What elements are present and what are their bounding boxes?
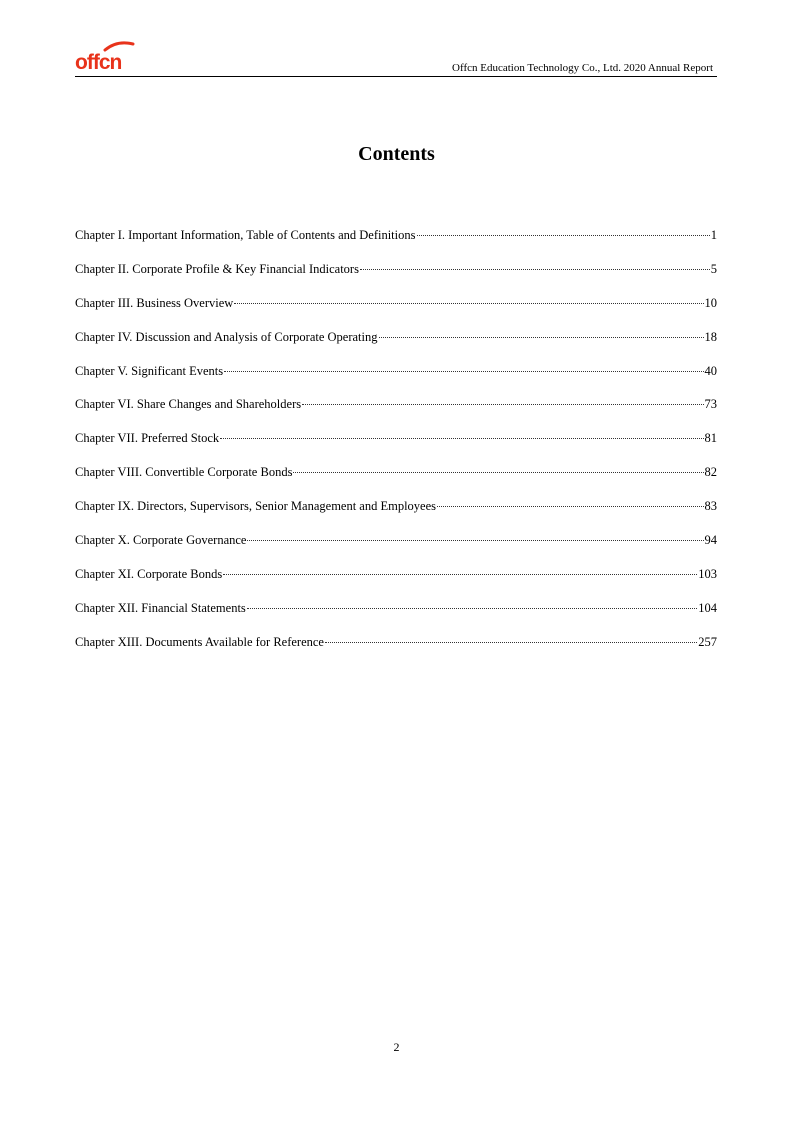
toc-entry-page: 83 — [704, 499, 717, 514]
toc-entry-page: 40 — [704, 363, 717, 378]
toc-entry[interactable] — [75, 462, 717, 496]
toc-leader-dots — [379, 337, 704, 338]
toc-entry-label: Chapter XII. Financial Statements — [75, 600, 246, 615]
toc-entry-label: Chapter V. Significant Events — [75, 363, 224, 378]
toc-entry-page: 82 — [704, 465, 717, 480]
toc-entry-label: Chapter II. Corporate Profile & Key Financial Indicators — [75, 261, 359, 276]
toc-entry-page: 257 — [698, 634, 717, 649]
toc-entry-label: Chapter VIII. Convertible Corporate Bonds — [75, 465, 293, 480]
toc-leader-dots — [417, 235, 710, 236]
toc-entry-label: Chapter VII. Preferred Stock — [75, 431, 220, 446]
toc-entry-page: 10 — [704, 295, 717, 310]
svg-text:offcn: offcn — [75, 51, 122, 74]
toc-entry[interactable] — [75, 496, 717, 530]
toc-entry[interactable] — [75, 327, 717, 361]
toc-entry-page: 103 — [698, 566, 717, 581]
toc-leader-dots — [302, 404, 703, 405]
toc-leader-dots — [360, 269, 710, 270]
toc-entry[interactable] — [75, 530, 717, 564]
toc-leader-dots — [293, 472, 703, 473]
toc-entry[interactable] — [75, 598, 717, 632]
toc-leader-dots — [224, 371, 703, 372]
toc-entry[interactable] — [75, 361, 717, 395]
toc-leader-dots — [247, 540, 703, 541]
toc-entry-page: 81 — [704, 431, 717, 446]
toc-leader-dots — [234, 303, 703, 304]
table-of-contents — [75, 225, 717, 666]
toc-leader-dots — [247, 608, 697, 609]
toc-leader-dots — [437, 506, 703, 507]
toc-leader-dots — [325, 642, 697, 643]
toc-entry-page: 94 — [704, 533, 717, 548]
toc-entry-page: 1 — [710, 228, 717, 242]
toc-entry-label: Chapter IX. Directors, Supervisors, Senior Management and Employees — [75, 499, 437, 514]
page-title: Contents — [358, 143, 435, 165]
toc-entry[interactable] — [75, 293, 717, 327]
toc-entry[interactable] — [75, 632, 717, 666]
toc-entry[interactable] — [75, 564, 717, 598]
page-number: 2 — [393, 1040, 400, 1054]
offcn-logo — [75, 40, 135, 74]
report-title: Offcn Education Technology Co., Ltd. 2020 Annual Report — [452, 62, 713, 74]
toc-entry-label: Chapter IV. Discussion and Analysis of Corporate Operating — [75, 329, 378, 344]
toc-leader-dots — [223, 574, 697, 575]
toc-entry[interactable] — [75, 225, 717, 259]
toc-entry-page: 73 — [704, 397, 717, 412]
toc-entry[interactable] — [75, 394, 717, 428]
toc-entry-page: 5 — [710, 261, 717, 276]
toc-entry-label: Chapter III. Business Overview — [75, 295, 234, 310]
toc-entry-label: Chapter XI. Corporate Bonds — [75, 566, 223, 581]
toc-entry[interactable] — [75, 259, 717, 293]
toc-entry-label: Chapter VI. Share Changes and Shareholders — [75, 397, 302, 412]
toc-entry-label: Chapter XIII. Documents Available for Reference — [75, 634, 324, 649]
toc-entry-page: 104 — [698, 600, 717, 615]
toc-entry[interactable] — [75, 428, 717, 462]
page-header — [75, 40, 717, 77]
toc-leader-dots — [220, 438, 703, 439]
toc-entry-label: Chapter X. Corporate Governance — [75, 533, 247, 548]
toc-entry-page: 18 — [704, 329, 717, 344]
toc-entry-label: Chapter I. Important Information, Table of Contents and Definitions — [75, 228, 416, 242]
